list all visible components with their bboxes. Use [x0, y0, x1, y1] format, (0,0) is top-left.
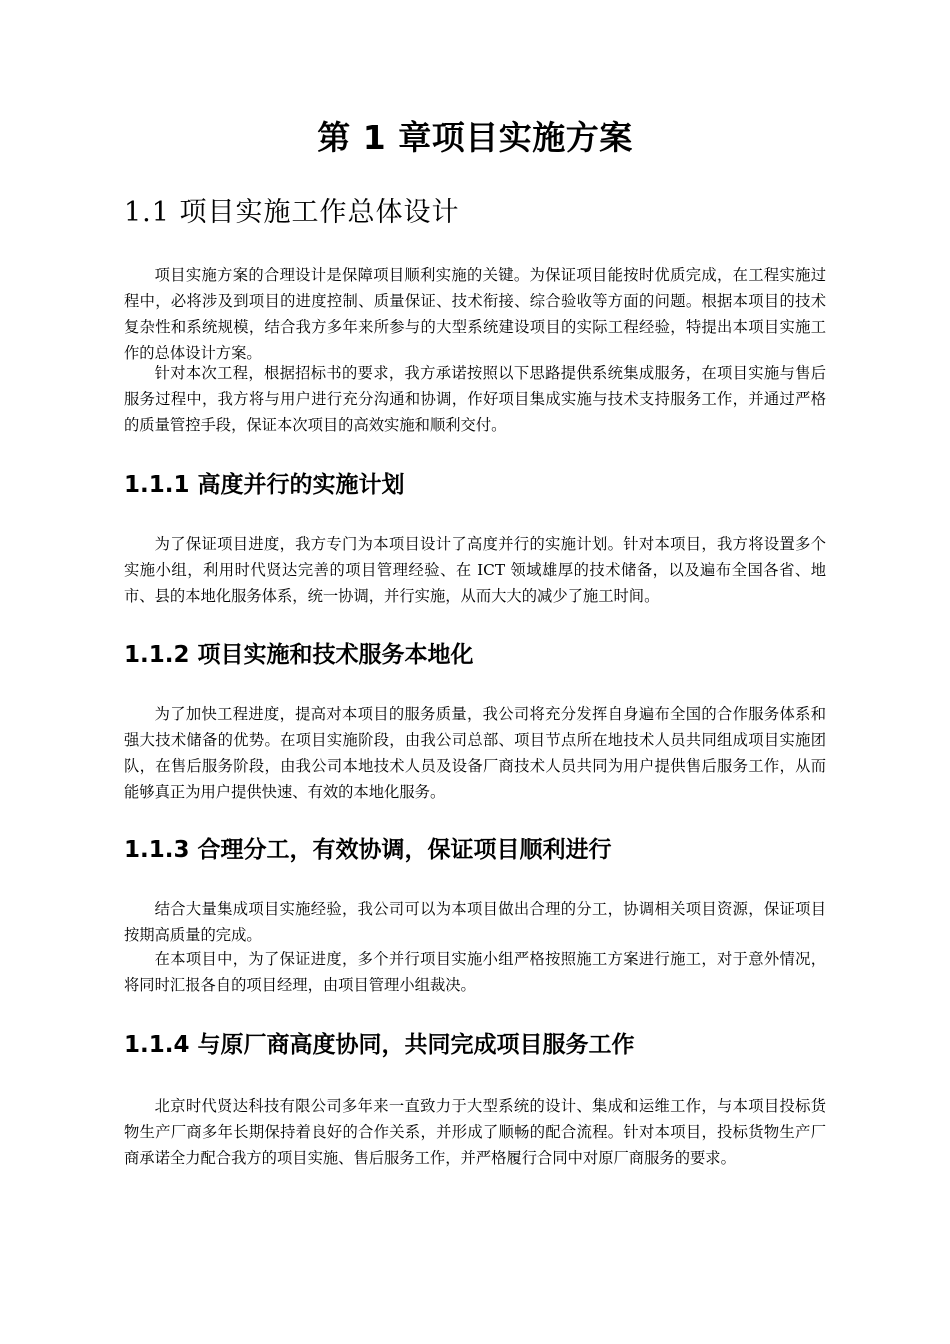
paragraph: 针对本次工程，根据招标书的要求，我方承诺按照以下思路提供系统集成服务，在项目实施与售后服务过程中，我方将与用户进行充分沟通和协调，作好项目集成实施与技术支持服务工作，并通过严格的质量管控手段，保证本次项目的高效实施和顺利交付。: [124, 364, 826, 434]
paragraph: 结合大量集成项目实施经验，我公司可以为本项目做出合理的分工，协调相关项目资源，保证项目按期高质量的完成。: [124, 900, 826, 944]
paragraph: 在本项目中，为了保证进度，多个并行项目实施小组严格按照施工方案进行施工，对于意外情况，将同时汇报各自的项目经理，由项目管理小组裁决。: [124, 950, 826, 994]
section-title: 1.1 项目实施工作总体设计: [124, 197, 460, 228]
subsection-title: 1.1.2 项目实施和技术服务本地化: [124, 642, 474, 668]
paragraph: 为了保证项目进度，我方专门为本项目设计了高度并行的实施计划。针对本项目，我方将设置多个实施小组，利用时代贤达完善的项目管理经验、在 ICT 领域雄厚的技术储备，以及遍布全国各省、地市、县的本地化服务体系，统一协调，并行实施，从而大大的减少了施工时间。: [124, 535, 826, 605]
subsection-title: 1.1.1 高度并行的实施计划: [124, 472, 405, 498]
paragraph: 北京时代贤达科技有限公司多年来一直致力于大型系统的设计、集成和运维工作，与本项目投标货物生产厂商多年长期保持着良好的合作关系，并形成了顺畅的配合流程。针对本项目，投标货物生产厂商承诺全力配合我方的项目实施、售后服务工作，并严格履行合同中对原厂商服务的要求。: [124, 1097, 826, 1167]
paragraph: 为了加快工程进度，提高对本项目的服务质量，我公司将充分发挥自身遍布全国的合作服务体系和强大技术储备的优势。在项目实施阶段，由我公司总部、项目节点所在地技术人员共同组成项目实施团队，在售后服务阶段，由我公司本地技术人员及设备厂商技术人员共同为用户提供售后服务工作，从而能够真正为用户提供快速、有效的本地化服务。: [124, 705, 826, 801]
paragraph: 项目实施方案的合理设计是保障项目顺利实施的关键。为保证项目能按时优质完成，在工程实施过程中，必将涉及到项目的进度控制、质量保证、技术衔接、综合验收等方面的问题。根据本项目的技术复杂性和系统规模，结合我方多年来所参与的大型系统建设项目的实际工程经验，特提出本项目实施工作的总体设计方案。: [124, 266, 826, 362]
subsection-title: 1.1.3 合理分工，有效协调，保证项目顺利进行: [124, 837, 612, 863]
chapter-title: 第 1 章项目实施方案: [317, 118, 633, 157]
subsection-title: 1.1.4 与原厂商高度协同，共同完成项目服务工作: [124, 1032, 635, 1058]
